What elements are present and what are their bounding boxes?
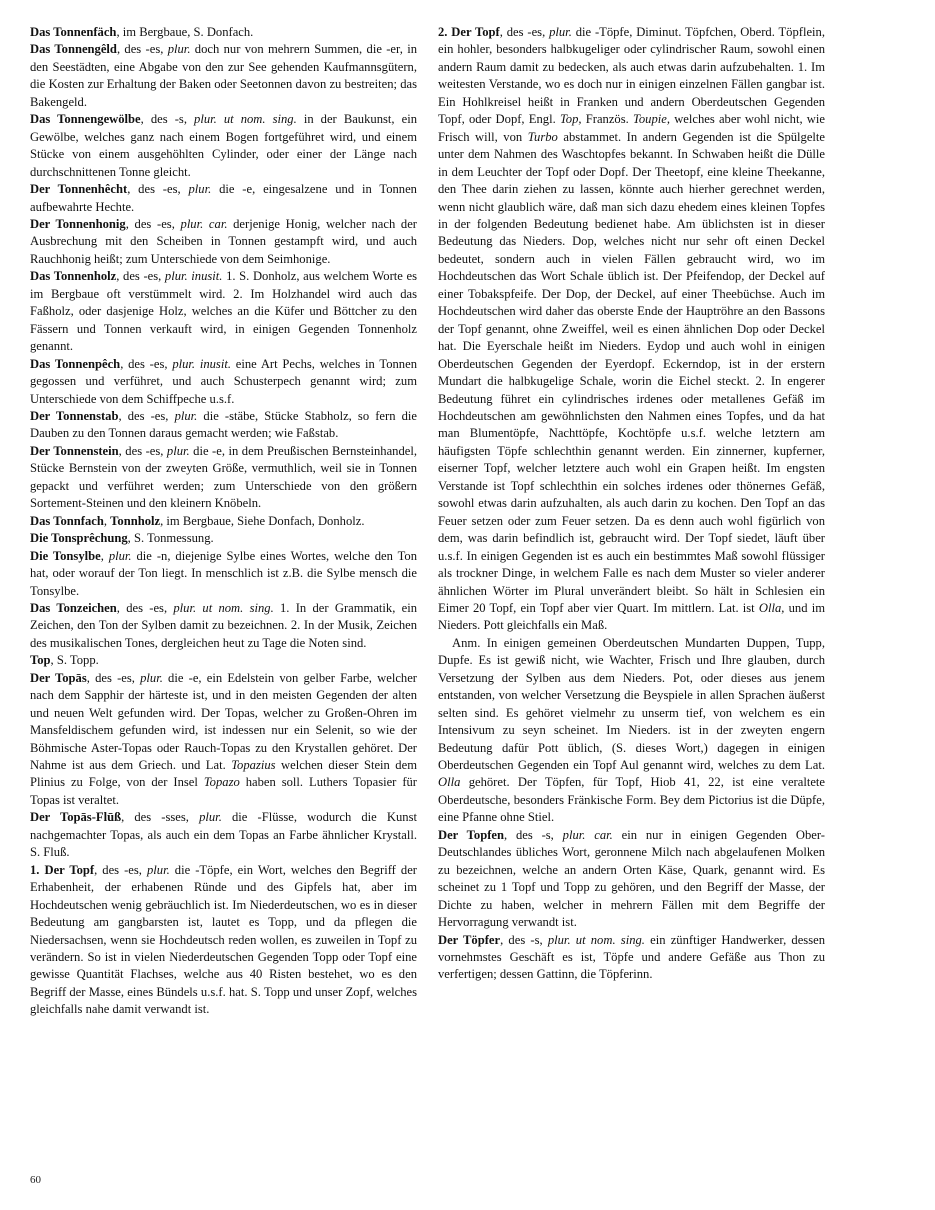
headword: Das Tonnengewölbe <box>30 112 141 127</box>
entry-text: , des -es, <box>120 356 173 371</box>
entry-text: 1. In der Grammatik, ein Zeichen, den Ton der Sylben damit zu bezeichnen. 2. In der Musik, Zeichen des musikalischen Tones, dergleichen heut zu Tage die Noten sind. <box>30 600 418 650</box>
dictionary-entry-topf1 <box>30 862 417 1019</box>
entry-text: , des -s, <box>500 932 548 947</box>
headword: Der Tonnenstab <box>30 408 119 423</box>
entry-text: die -e, eingesalzene und in Tonnen aufbewahrte Hechte. <box>30 182 417 214</box>
right-column <box>438 24 825 984</box>
headword: Das Tonnfach <box>30 513 104 528</box>
entry-text: abstammet. In andern Gegenden ist die Spülgelte unter dem Nahmen des Waschtopfes bekannt. In Schwaben heißt die Dülle in dem Leuchter der Topf oder Dopf. Der Theetopf, eine kleine Theekanne, den Thee darin ziehen zu lassen, könnte auch hierher gerechnet werden, wenn nicht glaublich wäre, daß man sich dazu ehedem eines kleinen Topfes in der folgenden Bedeutung bedienet habe. Am üblichsten ist in dieser Bedeutung das Nieders. Dop, welches nicht nur sehr oft einen Deckel bedeutet, sondern auch in vielen Fällen gebraucht wird, wo im Hochdeutschen das Wort Schale üblich ist. Der Pfeifendop, der Deckel auf einer Tobakspfeife. Der Dop, der Deckel, auf einer Theebüchse. Auch im Hochdeutschen wird daher das oberste Ende der Hauptröhre an den Bassons der Topf genannt, ohne Zweiffel, weil es einen ähnlichen Dop oder Deckel hat. Die Eyerschale heißt im Nieders. Eydop und auch wohl in einigen Oberdeutschen Gegenden der Eyerdopf. Eckerndop, ist in der erstern Mundart die halbkugelige Schale, worin die Eichel steckt. 2. In engerer Bedeutung führet ein cylindrisches irdenes oder metallenes Gefäß im Hochdeutschen am gewöhnlichsten den Nahmen eines Topfes, und da hat man Blumentöpfe, Nachttöpfe, Kochtöpfe u.s.f. welche letztern am häufigsten Töpfe schlechthin genannt werden. Ein zinnerner, kupferner, eiserner Topf, welcher letztere auch wohl ein Grapen heißt. Im engsten Verstande ist Topf schlechthin ein solches irdenes oder thönernes Gefäß, sowohl etwas darin aufzuhalten, als auch darin zu kochen. Den Topf an das Feuer setzen oder zum Feuer setzen. Da es denn auch wohl figürlich von dem, was darin befindlich ist, gebraucht wird. Der Topf siedet, läuft über u.s.f. In einigen Gegenden ist es auch ein bestimmtes Maß sowohl flüssiger als trockner Dinge, in welchem Falle es nach dem Muster so vieler anderer ähnlichen Wörter im Plural unverändert bleibt. So hält in Schlesien ein Eimer 20 Topf, ein Topf aber vier Quart. Im mittlern. Lat. ist <box>438 129 826 615</box>
headword: Top <box>30 653 51 668</box>
entry-text: Französ. <box>581 112 633 127</box>
entry-text: , im Bergbaue, S. Donfach. <box>116 25 254 39</box>
entry-text: , S. Topp. <box>50 653 99 668</box>
headword: Das Tonnenholz <box>30 269 117 284</box>
entry-text: die -Flüsse, wodurch die Kunst nachgemachter Topas, als auch ein dem Topas an Farbe ähnlicher Krystall. S. Fluß. <box>30 810 417 860</box>
headword: Der Tonnenstein <box>30 443 119 458</box>
italic-term: Olla, <box>758 600 785 615</box>
entry-text: ein zünftiger Handwerker, dessen vornehmstes Geschäft es ist, Töpfe und andere Gefäße aus Thon zu verfertigen; dessen Gattinn, die Töpferinn. <box>438 932 825 982</box>
entry-text: Anm. In einigen gemeinen Oberdeutschen Mundarten Duppen, Tupp, Dupfe. Es ist gewiß nicht, wie Wachter, Frisch und Ihre glauben, durch Versetzung der Sylben aus dem Nieders. Pot, oder dieses aus jenem entstanden, von welcher Versetzung die Beyspiele in allen Sprachen äußerst selten sind. Es gehöret vielmehr zu unserm tief, von welchem es ein Intensivum zu seyn scheinet. Im Nieders. ist in der zweyten engern Bedeutung dafür Pott üblich, (S. dieses Wort,) dagegen in einigen Oberdeutschen Gegenden ein Topf Aul genannt wird, welches zu dem Lat. <box>438 635 825 773</box>
dictionary-entry-topasfluss <box>30 809 417 861</box>
entry-text: die -n, diejenige Sylbe eines Wortes, welche den Ton hat, oder worauf der Ton liegt. In menschlich ist z.B. die Sylbe mensch die Tonsylbe. <box>30 548 418 598</box>
headword: Tonnholz <box>110 513 161 528</box>
entry-text: die -Töpfe, Diminut. Töpfchen, Oberd. Töpflein, ein hohler, besonders halbkugeliger oder cylindrischer Raum, sowohl einen andern Raum damit zu bedecken, als auch etwas darin aufzubehalten. 1. Im weitesten Verstande, wo es doch nur in einigen einzelnen Fällen gangbar ist. Ein Hohlkreisel heißt in Franken und andern Oberdeutschen Gegenden Topf, oder Dopf, Engl. <box>438 25 826 127</box>
headword: Das Tonnengêld <box>30 42 117 57</box>
headword: Das Tonnenfäch <box>30 25 117 39</box>
entry-text: welchen dieser Stein dem Plinius zu Folge, von der Insel <box>30 758 417 790</box>
dictionary-entry-tonnenhonig <box>30 216 417 268</box>
dictionary-entry-toepfer <box>438 932 825 984</box>
italic-term: plur. inusit. <box>164 269 223 284</box>
italic-term: plur. <box>174 408 198 423</box>
italic-term: plur. <box>140 670 163 685</box>
entry-text: , des -sses, <box>121 810 200 825</box>
headword: 2. Der Topf <box>438 25 500 39</box>
dictionary-entry-tonnenpech <box>30 356 417 408</box>
dictionary-entry-tonnenholz <box>30 268 417 355</box>
entry-text: , des -s, <box>503 827 563 842</box>
entry-text: die -Töpfe, ein Wort, welches den Begriff der Erhabenheit, der erhabenen Ründe und des Gipfels hat, aber im Hochdeutschen wenig gebräuchlich ist. Im Niederdeutschen, wo es in dieser Bedeutung am gangbarsten ist, lautet es Topp, und da pflegen die Niedersachsen, wenn sie Hochdeutsch reden wollen, es zuweilen in Topf zu verändern. So ist in vielen Niederdeutschen Gegenden Topp oder Topf eine gewisse Quantität Flachses, welche aus 40 Risten bestehet, wo es den Begriff der Masse, eines Bündels u.s.f. hat. S. Topp und unser Zopf, welches gleichfalls nahe damit verwandt ist. <box>30 862 417 1017</box>
dictionary-entry-tonzeichen <box>30 600 417 652</box>
dictionary-entry-tonsylbe <box>30 548 417 600</box>
headword: Der Topfen <box>438 827 504 842</box>
italic-term: plur. <box>146 862 170 877</box>
entry-text: , des -es, <box>94 862 147 877</box>
entry-text: , <box>103 513 111 528</box>
italic-term: Topazo <box>203 775 240 790</box>
italic-term: plur. ut nom. sing. <box>194 112 297 127</box>
italic-term: Olla <box>438 775 461 790</box>
dictionary-entry-topfen <box>438 827 825 932</box>
italic-term: Top, <box>559 112 582 127</box>
headword: Der Topās-Flūß <box>30 810 122 825</box>
entry-text: in der Baukunst, ein Gewölbe, welches ganz nach einem Bogen fortgeführet wird, und einem Stücke von einem ausgehöhlten Cylinder, oder einer der Länge nach durchschnittenen Tonne gleicht. <box>30 112 417 179</box>
entry-text: die -stäbe, Stücke Stabholz, so fern die Dauben zu den Tonnen daraus gemacht werden; wie Faßstab. <box>30 408 418 441</box>
italic-term: plur. <box>167 42 191 57</box>
entry-text: gehöret. Der Töpfen, für Topf, Hiob 41, 22, ist eine veraltete Oberdeutsche, besonders Fränkische Form. Bey dem Pictorius ist die Düpfe, eine Pfanne ohne Stiel. <box>438 775 825 825</box>
headword: Der Tonnenhonig <box>30 216 126 231</box>
entry-text: eine Art Pechs, welches in Tonnen gegossen und verführet, und auch Schusterpech genannt wird; zum Unterschiede von dem Schiffpeche u.s.f. <box>30 356 417 406</box>
dictionary-entry-topas <box>30 670 417 810</box>
entry-text: , im Bergbaue, Siehe Donfach, Donholz. <box>160 513 365 528</box>
page-number: 60 <box>30 1174 41 1186</box>
italic-term: Topazius <box>231 758 276 773</box>
entry-text: , des -es, <box>116 600 174 615</box>
dictionary-entry-tonnengeld <box>30 41 417 111</box>
entry-text: welches aber wohl nicht, wie Frisch will, von <box>438 112 825 144</box>
entry-text: , des -es, <box>118 408 175 423</box>
dictionary-entry-anm <box>438 635 825 827</box>
dictionary-entry-tonnenstab <box>30 408 417 443</box>
italic-term: plur. inusit. <box>172 356 231 371</box>
dictionary-entry-tonnenfaech <box>30 24 417 41</box>
entry-text: 1. S. Donholz, aus welchem Worte es im Bergbaue oft verstümmelt wird. 2. Im Holzhandel wird auch das Faßholz, oder dasjenige Holz, welches an die Küfer und Böttcher zu den Fässern und Tonnen verkauft wird, in einigen Gegenden Tonnenholz genannt. <box>30 269 417 354</box>
entry-text: , des -es, <box>116 42 168 57</box>
dictionary-entry-topf2 <box>438 24 825 635</box>
dictionary-entry-tonnengewoelbe <box>30 111 417 181</box>
headword: Die Tonsprêchung <box>30 531 128 546</box>
italic-term: plur. <box>549 25 572 39</box>
italic-term: plur. <box>108 548 132 563</box>
italic-term: plur. ut nom. sing. <box>173 600 274 615</box>
entry-text: , des -es, <box>125 216 181 231</box>
entry-text: , des -es, <box>118 443 167 458</box>
entry-text: die -e, in dem Preußischen Bernsteinhandel, Stücke Bernstein von der zweyten Größe, vermuthlich, weil sie in Tonnen gepackt und verführet werden; zum Unterschiede von den größern Sortement-Steinen und den kleinern Knöbeln. <box>30 443 417 511</box>
entry-text: derjenige Honig, welcher nach der Ausbrechung mit den Scheiben in Tonnen gestampft wird, und auch Rauchhonig heißt; zum Unterschiede von dem Seimhonige. <box>30 216 417 266</box>
dictionary-entry-tonnfach <box>30 513 417 530</box>
entry-text: , des -es, <box>116 269 165 284</box>
dictionary-entry-top <box>30 652 417 669</box>
entry-text: und im Nieders. Pott gleichfalls ein Maß. <box>438 600 825 633</box>
italic-term: plur. car. <box>562 827 613 842</box>
entry-text: doch nur von mehrern Summen, die -er, in den Seestädten, eine Abgabe von den zur See gehenden Kaufmannsgütern, die Kosten zur Erhaltung der Baken oder Seetonnen davon zu bestreiten; das Bakengeld. <box>30 42 417 109</box>
entry-text: ein nur in einigen Gegenden Ober-Deutschlandes übliches Wort, geronnene Milch nach abgelaufenen Molken zu bezeichnen, welche an andern Orten Käse, Quark, genannt wird. Es scheinet zu 1 Topf und Topp zu gehören, und den Begriff der Masse, der Dichte zu haben, welcher in mehrern Fällen mit dem Begriffe der Hervorragung verwandt ist. <box>438 827 825 930</box>
headword: Der Tonnenhêcht <box>30 182 128 197</box>
headword: Der Töpfer <box>438 932 501 947</box>
entry-text: , des -s, <box>140 112 195 127</box>
entry-text: die -e, ein Edelstein von gelber Farbe, welcher nach dem Sapphir der härteste ist, und in den meisten Gegenden der alten und neuen Welt gefunden wird. Der Topas, welcher zu Großen-Ohren im Mansfeldischem gefunden wird, ist indessen nur ein Selenit, so wie der Böhmische Aster-Topas oder Rauch-Topas zu den Krystallen gehöret. Der Nahme ist aus dem Griech. und Lat. <box>30 670 417 773</box>
entry-text: , des -es, <box>499 25 550 39</box>
entry-text: haben soll. Luthers Topasier für Topas ist veraltet. <box>30 775 417 807</box>
headword: Der Topās <box>30 670 87 685</box>
entry-text: , S. Tonmessung. <box>127 531 214 546</box>
italic-term: plur. <box>188 182 212 197</box>
italic-term: plur. <box>166 443 190 458</box>
dictionary-entry-tonnenstein <box>30 443 417 513</box>
italic-term: plur. ut nom. sing. <box>547 932 645 947</box>
italic-term: Toupie, <box>633 112 670 127</box>
left-column <box>30 24 417 1019</box>
headword: Das Tonnenpêch <box>30 356 121 371</box>
italic-term: plur. <box>199 810 222 825</box>
headword: Das Tonzeichen <box>30 600 117 615</box>
entry-text: , <box>100 548 109 563</box>
italic-term: plur. car. <box>180 216 228 231</box>
entry-text: , des -es, <box>127 182 189 197</box>
dictionary-entry-tonsprechung <box>30 530 417 547</box>
dictionary-entry-tonnenhecht <box>30 181 417 216</box>
headword: Die Tonsylbe <box>30 548 101 563</box>
entry-text: , des -es, <box>86 670 141 685</box>
headword: 1. Der Topf <box>30 862 95 877</box>
italic-term: Turbo <box>527 129 558 144</box>
